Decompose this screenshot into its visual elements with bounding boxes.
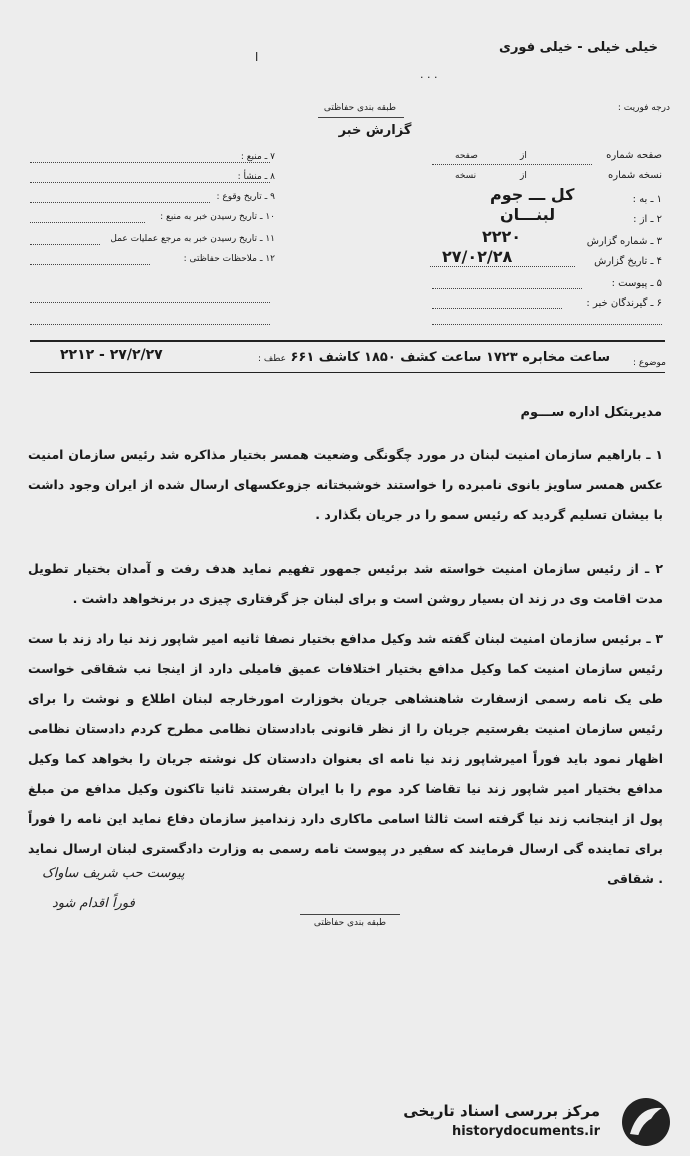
field-middle-of: از <box>520 151 527 161</box>
field-to-value: کل ـــ جوم <box>490 185 575 204</box>
report-title: گزارش خبر <box>338 123 412 138</box>
field-report-number-label: ۳ ـ شماره گزارش <box>586 236 662 247</box>
classification-top: طبقه بندی حفاظتی <box>323 103 397 113</box>
paragraph-2: ۲ ـ از رئیس سازمان امنیت خواسته شد برئیس جمهور تفهیم نماید هدف رفت و آمدان بختیار تطویل مدت اقامت وی در زند ان بسیار روشن است و برای لبنان جز گرفتاری چیزی در برنخواهد داشت . <box>28 561 663 606</box>
dotted-line <box>30 202 210 203</box>
dotted-line <box>30 324 270 325</box>
field-page-number: صفحه شماره <box>606 150 662 161</box>
footer-site-url: historydocuments.ir <box>451 1124 600 1139</box>
field-report-number-value: ۲۲۲۰ <box>482 227 522 246</box>
subject-text: ساعت مخابره ۱۷۲۳ ساعت کشف ۱۸۵۰ کاشف ۶۶۱ <box>290 350 610 365</box>
field-report-date-value: ۲۷/۰۲/۲۸ <box>442 247 513 266</box>
dotted-line <box>432 308 562 309</box>
ref-value: ۲۷/۲/۲۷ - ۲۲۱۲ <box>60 347 163 363</box>
classification-bottom: طبقه بندی حفاظتی <box>313 918 387 928</box>
field-source-receipt-date: ۱۰ ـ تاریخ رسیدن خبر به منبع : <box>160 212 275 222</box>
paragraph-1: ۱ ـ باراهیم سازمان امنیت لبنان در مورد چگونگی وضعیت همسر بختیار مذاکره شد رئیس سازمان امنیت عکس همسر ساویز بانوی نامبرده را خواستند خوشبختانه جزوعکسهای ارسال شده از ایران وجود داشت با بیشان تسلیم گردید که رئیس سمو را در جریان بگذارد . <box>28 447 663 522</box>
dotted-line <box>30 302 270 303</box>
field-origin: ۸ ـ منشأ : <box>237 172 275 182</box>
field-recipients-label: ۶ ـ گیرندگان خبر : <box>586 298 662 309</box>
dotted-line <box>430 266 575 267</box>
handwritten-note-2: فوراً اقدام شود <box>52 896 135 911</box>
field-from-label: ۲ ـ از : <box>633 214 662 225</box>
field-report-date-label: ۴ ـ تاریخ گزارش <box>594 256 662 267</box>
footer-site-name: مرکز بررسی اسناد تاریخی <box>403 1102 600 1120</box>
dotted-line <box>432 324 662 325</box>
dotted-line <box>30 222 145 223</box>
urgency-label: خیلی خیلی - خیلی فوری <box>499 40 658 55</box>
dotted-line <box>30 264 150 265</box>
ref-label: عطف : <box>258 354 286 364</box>
subject-rule-bottom <box>30 372 665 373</box>
stray-mark: ا <box>255 50 259 64</box>
field-middle-copy: نسخه <box>455 171 477 181</box>
field-from-value: لبنـــان <box>500 205 556 224</box>
field-middle-page: صفحه <box>455 151 478 161</box>
field-source: ۷ ـ منبع : <box>240 152 275 162</box>
field-middle-of-2: از <box>520 171 527 181</box>
addressee: مدیریتکل اداره ســـوم <box>520 405 662 420</box>
paragraph-3: ۳ ـ برئیس سازمان امنیت لبنان گفته شد وکیل مدافع بختیار نصفا ثانیه امیر شاپور زند نیا راد زند با ست رئیس سازمان امنیت کما وکیل مدافع بختیار اختلافات عمیق فامیلی دارد از اینجا نب شقاقی خواست طی یک نامه رسمی ازسفارت شاهنشاهی جریان بخوزارت امورخارجه لبنان اطلاع و نوشت را برای رئیس سازمان امنیت بفرستیم جریان را از نظر قانونی بادادستان نظامی مطرح کردم دادستان نظامی اظهار نمود باید فوراً امیرشاپور زند نیا نامه ای بعنوان دادستان کل نوشته جریان را بخواهد کما وکیل مدافع بختیار امیر شاپور زند نیا تقاضا کرد موم را با ایران بفرستند ثانیا تاکنون وکیل مدافع من مبلغ پول از اینجانب زند نیا گرفته است ثالثا اسامی ماکاری دارد زندامیز سازمان دفاع نماید این نامه را فوراً برای تماینده گی ارسال فرمایند که سفیر در پیوست نامه رسمی به وزارت دادگستری لبنان ارسال نماید . شقاقی <box>28 631 663 886</box>
field-security-notes: ۱۲ ـ ملاحظات حفاظتی : <box>183 254 275 264</box>
field-event-date: ۹ ـ تاریخ وقوع : <box>216 192 275 202</box>
dotted-line <box>30 182 270 183</box>
subject-label: موضوع : <box>632 358 666 368</box>
archive-logo-icon <box>616 1096 676 1148</box>
field-attachment-label: ۵ ـ پیوست : <box>611 278 662 289</box>
dotted-line <box>30 244 100 245</box>
classification-bottom-divider <box>300 914 400 915</box>
classification-divider <box>318 117 404 118</box>
field-copy-number: نسخه شماره <box>608 170 662 181</box>
dots-mark: . . . <box>420 68 438 81</box>
handwritten-note-1: پیوست حب شریف ساواک <box>42 866 185 881</box>
dotted-line <box>432 164 592 165</box>
grade-label: درجه فوریت : <box>617 103 670 113</box>
dotted-line <box>432 288 582 289</box>
field-ref-receipt-date: ۱۱ ـ تاریخ رسیدن خبر به مرجع عملیات عمل <box>110 234 275 244</box>
subject-rule-top <box>30 340 665 342</box>
dotted-line <box>30 162 270 163</box>
field-to-label: ۱ ـ به : <box>632 194 662 205</box>
